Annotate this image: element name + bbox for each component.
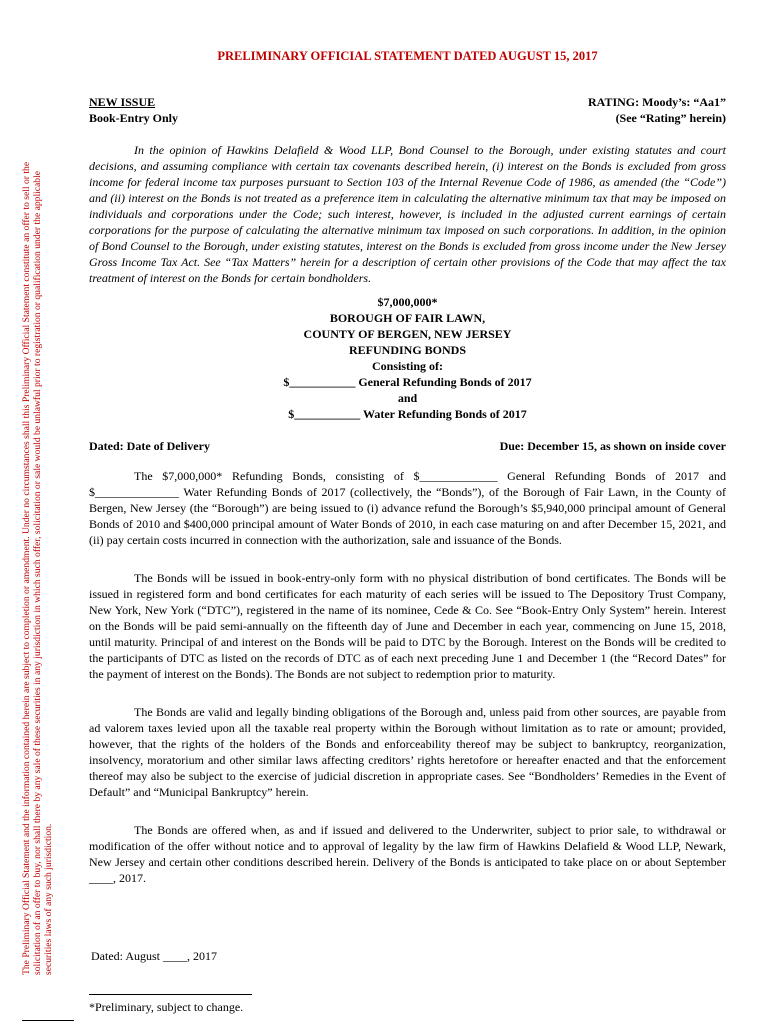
header-row	[89, 94, 726, 126]
closing-date: Dated: August ____, 2017	[91, 949, 217, 963]
page-corner-rule	[22, 1020, 74, 1021]
preliminary-disclaimer	[22, 63, 54, 975]
tax-opinion: In the opinion of Hawkins Delafield & Wood LLP, Bond Counsel to the Borough, under existing statutes and court decisions, and assuming compliance with certain tax covenants described herein, (i) interest on the Bonds is excluded from gross income for federal income tax purposes pursuant to Section 103 of the Internal Revenue Code of 1986, as amended (the “Code”) and (ii) interest on the Bonds is not treated as a preference item in calculating the alternative minimum tax that may be imposed on individuals and corporations under the Code; such interest, however, is included in the adjusted current earnings of certain corporations for the purpose of calculating the alternative minimum tax imposed on such corporations. In addition, in the opinion of Bond Counsel to the Borough, under existing statutes, interest on the Bonds is excluded from gross income under the New Jersey Gross Income Tax Act. See “Tax Matters” herein for a description of certain other provisions of the Code that may affect the tax treatment of interest on the Bonds for certain bondholders.	[89, 143, 726, 285]
offering-block	[89, 294, 726, 422]
disclaimer-line-3: securities laws of any such jurisdiction.	[42, 823, 54, 975]
dates-row	[89, 438, 726, 454]
paragraph-security: The Bonds are valid and legally binding obligations of the Borough and, unless paid from other sources, are payable from ad valorem taxes levied upon all the taxable real property within the Borough without limitation as to rate or amount; provided, however, that the rights of the holders of the Bonds and enforceability thereof may be subject to bankruptcy, reorganization, insolvency, moratorium and other similar laws affecting creditors’ rights heretofore or hereafter enacted and that the enforcement thereof may also be subject to the exercise of judicial discretion in appropriate cases. See “Bondholders’ Remedies in the Event of Default” and “Municipal Bankruptcy” herein.	[89, 705, 726, 799]
offering-amount: $7,000,000*	[377, 295, 438, 309]
document-title: PRELIMINARY OFFICIAL STATEMENT DATED AUGUST 15, 2017	[217, 49, 598, 63]
disclaimer-line-2: solicitation of an offer to buy, nor shall there by any sale of these securities in any jurisdiction in which such offer, solicitation or sale would be unlawful prior to registration or qualification under the applicable	[31, 170, 43, 975]
consisting-label: Consisting of:	[371, 359, 443, 373]
issuer-name: BOROUGH OF FAIR LAWN,	[329, 311, 486, 325]
due-date: Due: December 15, as shown on inside cover	[499, 439, 726, 453]
rating-reference: (See “Rating” herein)	[615, 111, 726, 125]
rating-info	[588, 94, 726, 126]
issuer-county: COUNTY OF BERGEN, NEW JERSEY	[303, 327, 512, 341]
statement-page	[89, 48, 726, 1015]
footnote: *Preliminary, subject to change.	[89, 1000, 244, 1014]
disclaimer-line-1: The Preliminary Official Statement and the information contained herein are subject to completion or amendment. Under no circumstances shall this Preliminary Official Statement constitute an offer to sell or the	[21, 161, 32, 975]
issue-type: NEW ISSUE	[89, 95, 156, 109]
paragraph-book-entry: The Bonds will be issued in book-entry-only form with no physical distribution of bond certificates. The Bonds will be issued in registered form and bond certificates for each maturity of each series will be issued to The Depository Trust Company, New York, New York (“DTC”), registered in the name of its nominee, Cede & Co. See “Book-Entry Only System” herein. Interest on the Bonds will be paid semi-annually on the fifteenth day of June and December in each year, commencing on June 15, 2018, until maturity. Principal of and interest on the Bonds will be paid to DTC by the Borough. Interest on the Bonds will be credited to the participants of DTC as listed on the records of DTC as of each next preceding June 1 and December 1 (the “Record Dates” for the payment of interest on the Bonds). The Bonds are not subject to redemption prior to maturity.	[89, 571, 726, 681]
rating: RATING: Moody’s: “Aa1”	[588, 95, 726, 109]
bond-name: REFUNDING BONDS	[348, 343, 466, 357]
series-general: $___________ General Refunding Bonds of 2017	[283, 375, 532, 389]
dated-date: Dated: Date of Delivery	[89, 439, 210, 453]
footnote-divider	[89, 994, 252, 995]
issue-info	[89, 94, 178, 126]
series-water: $___________ Water Refunding Bonds of 2017	[288, 407, 527, 421]
series-and: and	[397, 391, 418, 405]
paragraph-purpose: The $7,000,000* Refunding Bonds, consisting of $_____________ General Refunding Bonds of 2017 and $______________ Water Refunding Bonds of 2017 (collectively, the “Bonds”), of the Borough of Fair Lawn, in the County of Bergen, New Jersey (the “Borough”) are being issued to (i) advance refund the Borough’s $5,940,000 principal amount of General Bonds of 2010 and $400,000 principal amount of Water Bonds of 2010, in each case maturing on and after December 15, 2021, and (ii) pay certain costs incurred in connection with the authorization, sale and issuance of the Bonds.	[89, 469, 726, 547]
paragraph-offering: The Bonds are offered when, as and if issued and delivered to the Underwriter, subject to prior sale, to withdrawal or modification of the offer without notice and to approval of legality by the law firm of Hawkins Delafield & Wood LLP, Newark, New Jersey and certain other conditions described herein. Delivery of the Bonds is anticipated to take place on or about September ____, 2017.	[89, 823, 726, 885]
issue-form: Book-Entry Only	[89, 111, 179, 125]
